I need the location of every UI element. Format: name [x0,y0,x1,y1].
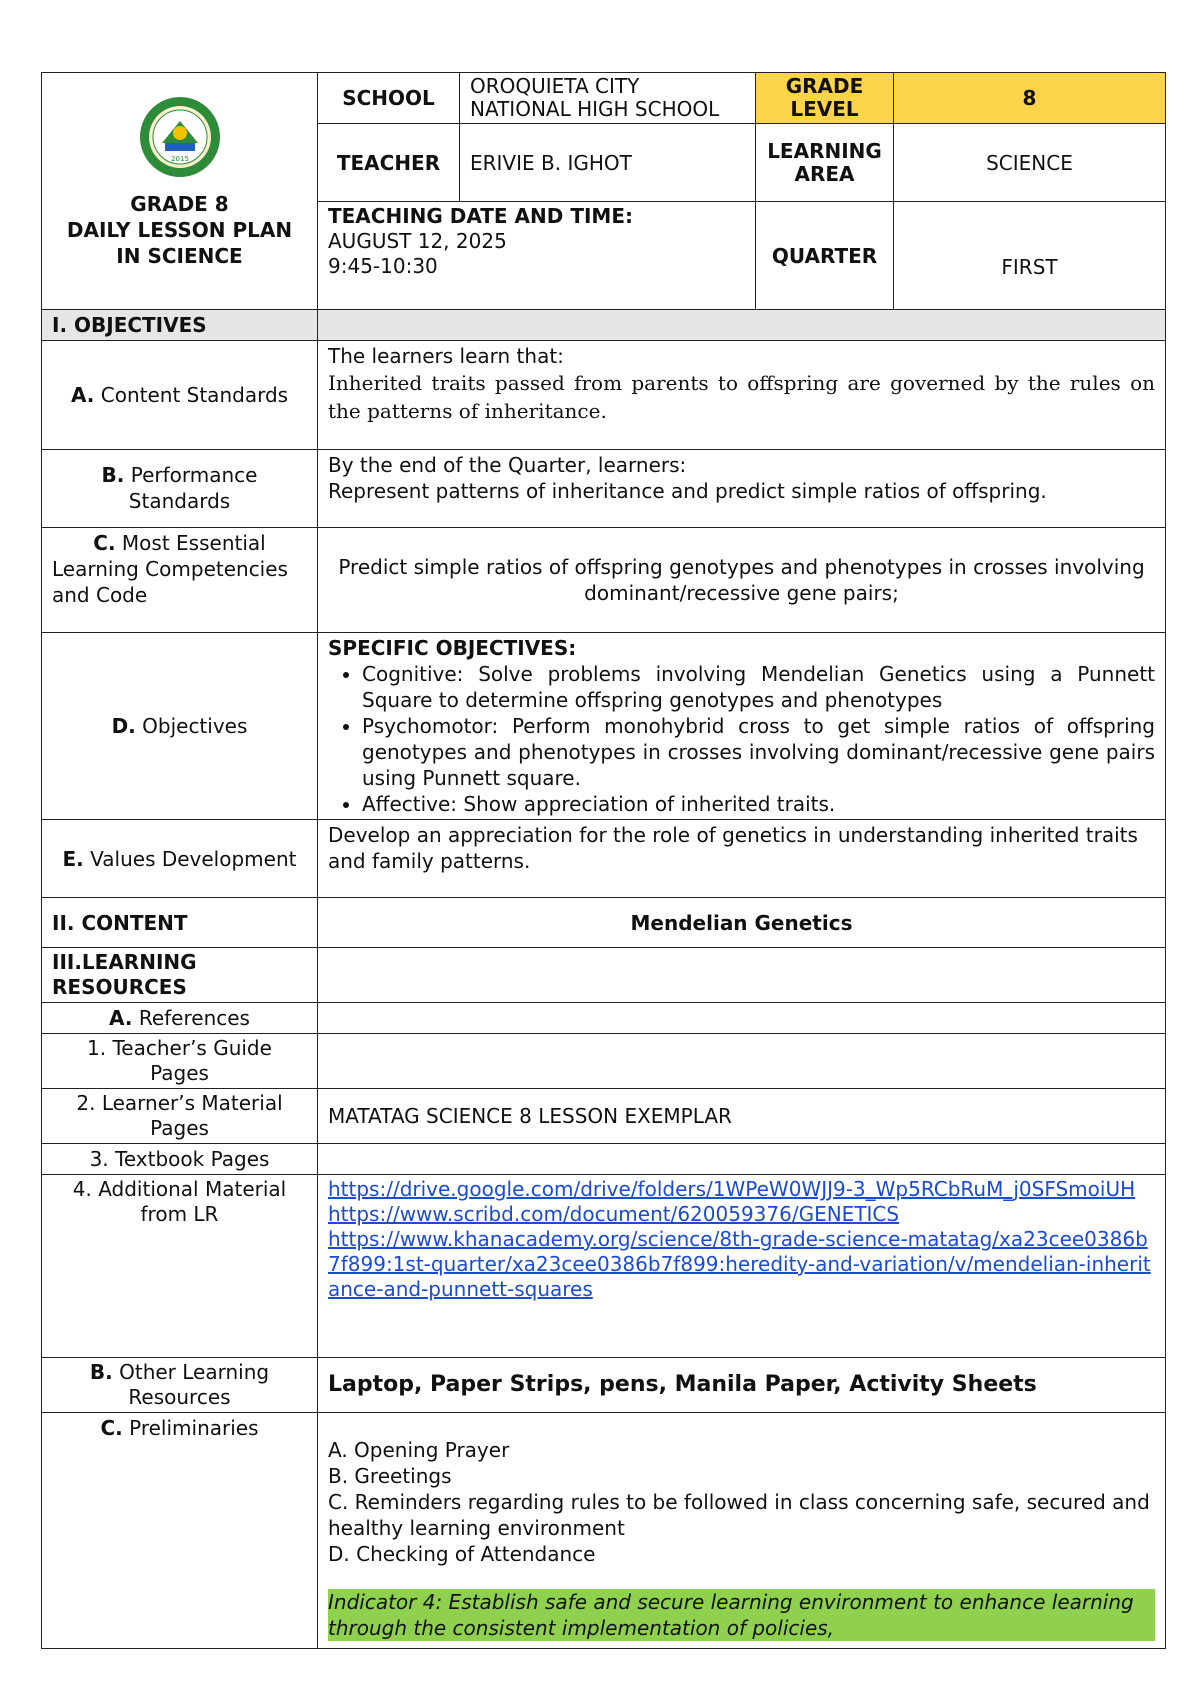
performance-standards-value: By the end of the Quarter, learners: Represent patterns of inheritance and predict simple ratios of offspring. [318,450,1166,528]
learners-material-label: 2. Learner’s Material Pages [42,1089,318,1144]
title-line-1: GRADE 8 [130,192,229,216]
objectives-section-heading: I. OBJECTIVES [42,310,318,341]
teaching-date-time: TEACHING DATE AND TIME: AUGUST 12, 2025 9:45-10:30 [318,202,756,310]
svg-text:2015: 2015 [170,155,189,163]
drive-link[interactable]: https://drive.google.com/drive/folders/1WPeW0WJJ9-3_Wp5RCbRuM_j0SFSmoiUH [328,1177,1136,1201]
melc-value: Predict simple ratios of offspring genotypes and phenotypes in crosses involving dominant/recessive gene pairs; [318,528,1166,633]
title-block [42,73,318,310]
title-line-2: DAILY LESSON PLAN [66,218,293,242]
preliminaries-label: C. Preliminaries [42,1413,318,1649]
indicator-4-note: Indicator 4: Establish safe and secure learning environment to enhance learning through the consistent implementation of policies, [328,1589,1155,1641]
lesson-plan-table [41,72,1166,1649]
content-section-heading: II. CONTENT [42,898,318,948]
grade-level-value: 8 [894,73,1166,124]
content-value: Mendelian Genetics [318,898,1166,948]
resources-section-heading: III.LEARNING RESOURCES [42,948,318,1003]
teachers-guide-value [318,1034,1166,1089]
additional-material-links [318,1175,1166,1358]
learners-material-value: MATATAG SCIENCE 8 LESSON EXEMPLAR [318,1089,1166,1144]
prelim-item: B. Greetings [328,1464,452,1488]
references-label: A. References [42,1003,318,1034]
other-resources-label: B. Other Learning Resources [42,1358,318,1413]
objective-item: • Cognitive: Solve problems involving Mendelian Genetics using a Punnett Square to determine offspring genotypes and phenotypes [362,661,1155,713]
performance-standards-label: B. Performance Standards [42,450,318,528]
resources-section-blank [318,948,1166,1003]
objectives-label: D. Objectives [42,633,318,820]
preliminaries-value [318,1413,1166,1649]
grade-level-label: GRADE LEVEL [756,73,894,124]
other-resources-value: Laptop, Paper Strips, pens, Manila Paper, Activity Sheets [318,1358,1166,1413]
prelim-item: D. Checking of Attendance [328,1542,596,1566]
prelim-item: A. Opening Prayer [328,1438,510,1462]
learning-area-label: LEARNING AREA [756,124,894,202]
school-label: SCHOOL [318,73,460,124]
specific-objectives-list [328,661,1155,817]
scribd-link[interactable]: https://www.scribd.com/document/620059376/GENETICS [328,1202,900,1226]
values-development-value: Develop an appreciation for the role of genetics in understanding inherited traits and family patterns. [318,820,1166,898]
textbook-pages-label: 3. Textbook Pages [42,1144,318,1175]
school-value: OROQUIETA CITY NATIONAL HIGH SCHOOL [460,73,756,124]
teacher-value: ERIVIE B. IGHOT [460,124,756,202]
values-development-label: E. Values Development [42,820,318,898]
content-standards-value: The learners learn that: Inherited traits passed from parents to offspring are governed by the rules on the patterns of inheritance. [318,341,1166,450]
references-value [318,1003,1166,1034]
textbook-pages-value [318,1144,1166,1175]
content-standards-label: A. Content Standards [42,341,318,450]
quarter-label: QUARTER [756,202,894,310]
prelim-item: C. Reminders regarding rules to be followed in class concerning safe, secured and healthy learning environment [328,1490,1150,1540]
objectives-value: SPECIFIC OBJECTIVES: • Cognitive: Solve problems involving Mendelian Genetics using a Punnett Square to determine offspring genotypes and phenotypes • Psychomotor: Perform monohybrid cross to get simple ratios of offspring genotypes and phenotypes in crosses involving dominant/recessive gene pairs using Punnett square. • Affective: Show appreciation of inherited traits. [318,633,1166,820]
objective-item: • Psychomotor: Perform monohybrid cross to get simple ratios of offspring genotypes and phenotypes in crosses involving dominant/recessive gene pairs using Punnett square. [362,713,1155,791]
school-seal-logo [138,95,222,179]
objectives-section-blank [318,310,1166,341]
teacher-label: TEACHER [318,124,460,202]
khan-academy-link[interactable]: https://www.khanacademy.org/science/8th-grade-science-matatag/xa23cee0386b7f899:1st-quarter/xa23cee0386b7f899:heredity-and-variation/v/mendelian-inheritance-and-punnett-squares [328,1227,1151,1301]
learning-area-value: SCIENCE [894,124,1166,202]
teachers-guide-label: 1. Teacher’s Guide Pages [42,1034,318,1089]
quarter-value: FIRST [894,202,1166,310]
title-line-3: IN SCIENCE [116,244,243,268]
additional-material-label: 4. Additional Material from LR [42,1175,318,1358]
melc-label: C. Most Essential Learning Competencies and Code [42,528,318,633]
objective-item: • Affective: Show appreciation of inherited traits. [362,791,1155,817]
